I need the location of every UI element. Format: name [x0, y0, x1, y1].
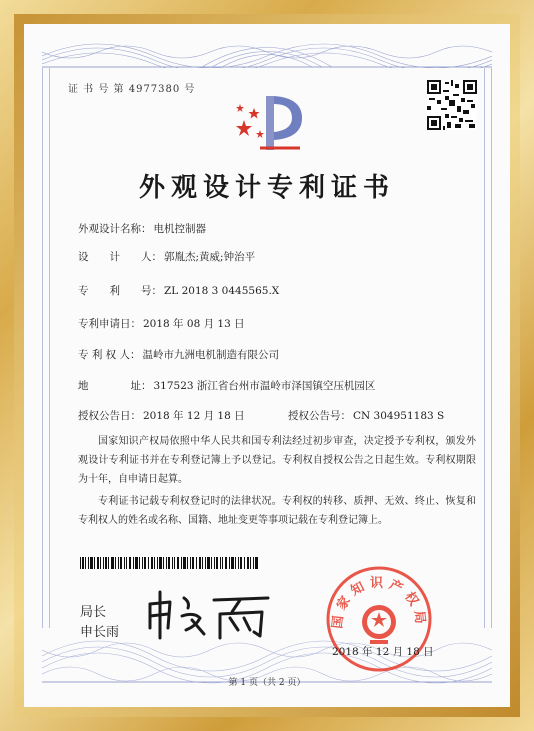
paragraph-grant: 国家知识产权局依照中华人民共和国专利法经过初步审查，决定授予专利权，颁发外观设计专利证书并在专利登记簿上予以登记。专利权自授权公告之日起生效。专利权期限为十年，自申请日起算。: [78, 436, 476, 485]
field-label: 授权公告号：: [288, 410, 351, 422]
field-value: 317523 浙江省台州市温岭市泽国镇空压机园区: [153, 380, 376, 392]
field-label: 专 利 权 人：: [78, 349, 141, 361]
director-name: 申长雨: [80, 625, 120, 640]
certificate-paper: [24, 24, 510, 707]
field-value: ZL 2018 3 0445565.X: [164, 285, 280, 297]
field-designers: [78, 249, 255, 264]
seal-text: 国家知识产权局: [330, 576, 428, 630]
field-value: 电机控制器: [153, 223, 206, 235]
right-border-line: [484, 68, 492, 628]
field-value: 2018 年 12 月 18 日: [143, 410, 245, 422]
field-value: 郭胤杰;黄威;钟治平: [164, 251, 256, 263]
field-design-name: [78, 221, 206, 236]
field-label: 授权公告日：: [78, 410, 141, 422]
guilloche-top-ornament: [42, 34, 492, 68]
field-value: 2018 年 08 月 13 日: [143, 318, 245, 330]
cnipa-logo-icon: [230, 90, 310, 154]
certificate-title: 外观设计专利证书: [138, 173, 395, 203]
barcode-icon: [80, 557, 258, 569]
field-patentee: [78, 347, 279, 362]
field-label: 专利申请日：: [78, 318, 141, 330]
field-label: 地 址：: [78, 380, 152, 392]
field-value: CN 304951183 S: [353, 410, 445, 422]
director-role: 局长: [80, 605, 107, 620]
left-border-line: [42, 68, 50, 628]
field-label: 设 计 人：: [78, 251, 162, 263]
field-patent-number: [78, 283, 279, 298]
paragraph-legal-status: 专利证书记载专利权登记时的法律状况。专利权的转移、质押、无效、终止、恢复和专利权人的姓名或名称、国籍、地址变更等事项记载在专利登记簿上。: [78, 496, 476, 526]
field-label: 外观设计名称：: [78, 223, 152, 235]
seal-date: 2018 年 12 月 18 日: [332, 646, 434, 658]
field-label: 专 利 号：: [78, 285, 162, 297]
field-grant-date: [78, 408, 245, 423]
signature-icon: [144, 586, 274, 642]
certificate-number: 证 书 号 第 4977380 号: [68, 84, 196, 95]
qr-code-icon: [427, 80, 477, 130]
field-address: [78, 378, 375, 393]
field-publication-number: [288, 408, 444, 423]
page-number: 第 1 页（共 2 页）: [228, 678, 306, 688]
field-value: 温岭市九洲电机制造有限公司: [142, 349, 280, 361]
field-application-date: [78, 316, 245, 331]
